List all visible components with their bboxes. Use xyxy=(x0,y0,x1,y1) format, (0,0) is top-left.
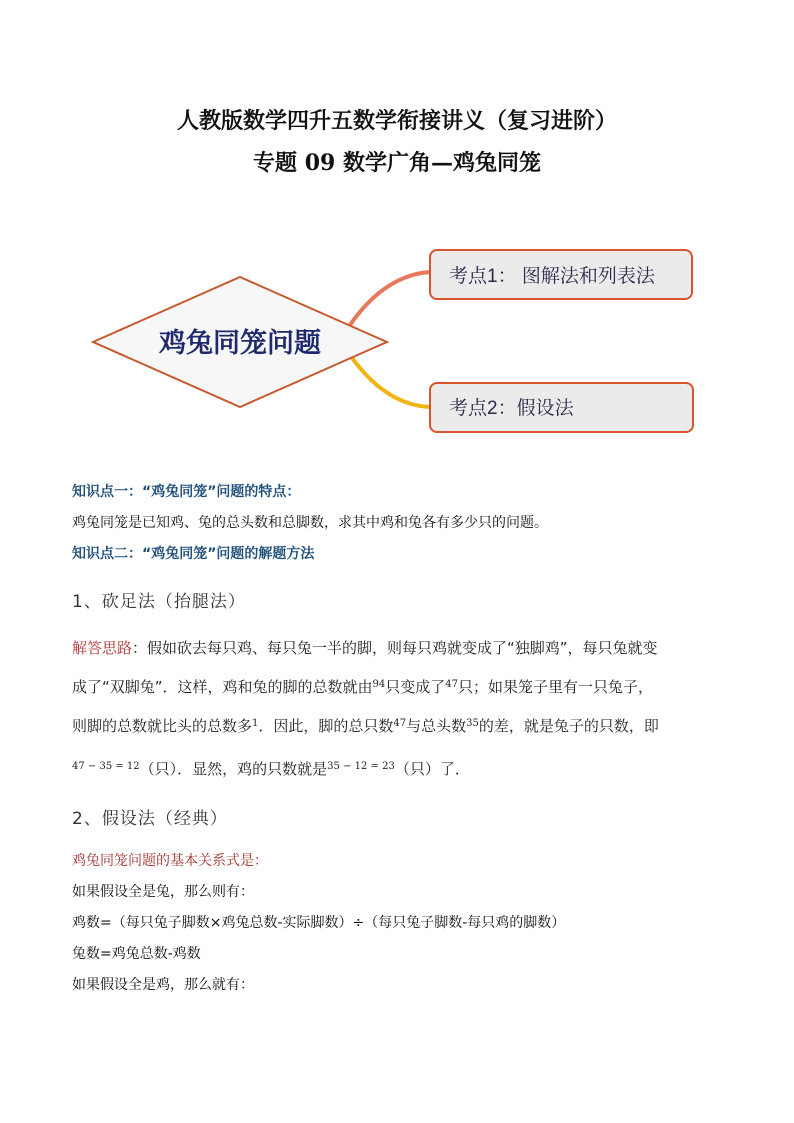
mind-map xyxy=(0,230,794,450)
method-2-line-2: 鸡数=（每只兔子脚数×鸡兔总数-实际脚数）÷（每只兔子脚数-每只鸡的脚数） xyxy=(72,915,566,931)
method-1-heading: 1、砍足法（抬腿法） xyxy=(72,592,246,612)
math-number: 47 xyxy=(393,718,407,729)
center-topic: 鸡兔同笼问题 xyxy=(159,328,321,358)
branch-label-2: 考点2：假设法 xyxy=(449,398,574,419)
solution-label: 解答思路 xyxy=(72,639,133,657)
knowledge-point-1-text: 鸡兔同笼是已知鸡、兔的总头数和总脚数，求其中鸡和兔各有多少只的问题。 xyxy=(72,515,548,531)
math-equation: 47 − 35 = 12 xyxy=(72,761,140,772)
math-number: 94 xyxy=(372,679,386,690)
math-number: 1 xyxy=(252,718,259,729)
method-1-line-4: $^{47 - 35 = 12}$（只）．显然，鸡的只数就是$^{35 - 12 = 23}$（只）了． xyxy=(72,760,470,778)
method-2-line-1: 如果假设全是兔，那么则有： xyxy=(72,884,254,900)
method-1-line-2: 成了“双脚兔”．这样，鸡和兔的脚的总数就由$^{94}$只变成了$^{47}$只；如果笼子里有一只兔子， xyxy=(72,678,654,696)
document-title: 人教版数学四升五数学衔接讲义（复习进阶） xyxy=(176,108,617,134)
connector-line-2 xyxy=(350,355,430,407)
method-2-line-3: 兔数=鸡兔总数-鸡数 xyxy=(72,946,201,962)
branch-label-1: 考点1： 图解法和列表法 xyxy=(449,266,655,287)
knowledge-point-2-title: 知识点二：“鸡兔同笼”问题的解题方法 xyxy=(72,546,315,562)
math-number: 35 xyxy=(466,718,479,729)
relation-heading: 鸡兔同笼问题的基本关系式是： xyxy=(72,853,268,869)
document-subtitle: 专题 09 数学广角—鸡兔同笼 xyxy=(253,150,541,176)
method-1-line-1: 解答思路：假如砍去每只鸡、每只兔一半的脚，则每只鸡就变成了“独脚鸡”，每只兔就变 xyxy=(72,639,658,657)
method-2-line-4: 如果假设全是鸡，那么就有： xyxy=(72,977,254,993)
math-number: 47 xyxy=(445,679,459,690)
method-2-heading: 2、假设法（经典） xyxy=(72,809,228,829)
connector-line-1 xyxy=(350,272,430,325)
math-equation: 35 − 12 = 23 xyxy=(327,761,395,772)
knowledge-point-1-title: 知识点一：“鸡兔同笼”问题的特点： xyxy=(72,484,301,500)
method-1-line-3: 则脚的总数就比头的总数多$^1$．因此，脚的总只数$^{47}$与总头数$^{35}$的差，就是兔子的只数，即 xyxy=(72,717,659,735)
